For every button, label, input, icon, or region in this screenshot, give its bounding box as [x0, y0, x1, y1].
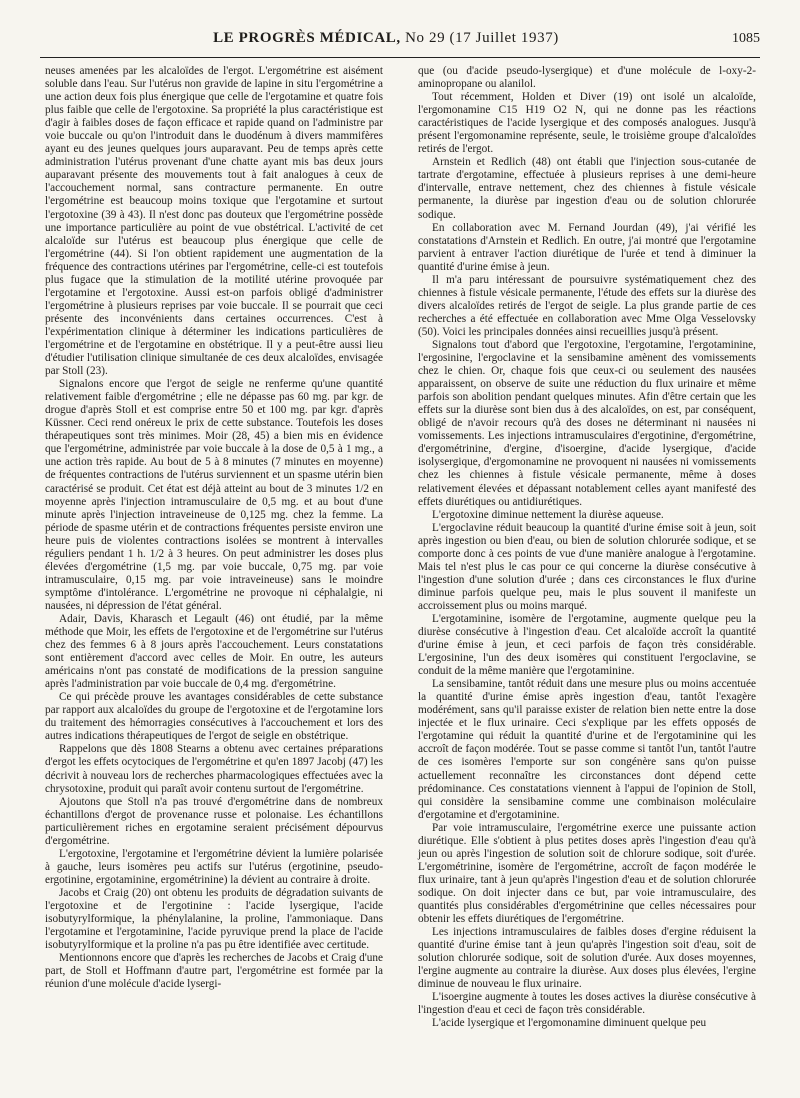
paragraph: L'ergoclavine réduit beaucoup la quantité d'urine émise soit à jeun, soit après ingestion ou bien d'eau, ou bien de solution chlorurée sodique, et se comporte donc à ces points de vue d'une manière analogue à l'ergotamine. Mais tel n'est plus le cas pour ce qui concerne la diurèse consécutive à l'ingestion d'une solution d'urée ; dans ces circonstances le flux d'urine diminue parfois quelque peu, mais le plus souvent il manifeste un accroissement plus ou moins marqué. [418, 521, 756, 612]
paragraph: neuses amenées par les alcaloïdes de l'ergot. L'ergométrine est aisément soluble dans l'eau. Sur l'utérus non gravide de lapine in situ l'ergométrine a une action deux fois plus énergique que celle de l'ergotamine et quatre fois plus faible que celle de l'ergotoxine. Sa propriété la plus caractéristique est d'agir à faibles doses de façon efficace et rapide quand on l'administre par voie buccale ou qu'on l'introduit dans le duodénum à divers mammifères ayant eu des jeunes quelques jours auparavant. Peu de temps après cette administration l'utérus provenant d'une chatte ayant mis bas deux jours auparavant présente des mouvements tout à fait analogues à ceux de l'accouchement normal, sans contracture permanente. En outre l'ergométrine est beaucoup moins toxique que l'ergotamine et surtout l'ergotoxine (39 à 43). Il n'est donc pas douteux que l'ergométrine possède une importance particulière au point de vue obstétrical. L'activité de cet alcaloïde sur l'utérus est beaucoup plus énergique que celle de l'ergométrine (44). Si l'on obtient rapidement une augmentation de la fréquence des contractions utérines par l'ergométrine, celle-ci est toutefois plus fugace que la stimulation de la motilité utérine provoquée par l'ergotamine et l'ergotoxine. Aussi est-on parfois obligé d'administrer l'ergométrine à plusieurs reprises par voie buccale. Il se pourrait que ceci présente des inconvénients dans certaines occurrences. C'est à l'expérimentation clinique à déterminer les indications particulières de l'ergométrine et de l'ergotamine en obstétrique. Il y a peut-être aussi lieu d'étudier l'utilisation clinique simultanée de ces deux alcaloïdes, envisagée par Stoll (23). [45, 65, 383, 378]
issue-info: No 29 (17 Juillet 1937) [405, 30, 559, 46]
paragraph: L'ergotoxine, l'ergotamine et l'ergométrine dévient la lumière polarisée à gauche, leurs isomères peu actifs sur l'utérus (ergotinine, pseudo-ergotinine, ergotaminine, ergométrinine) la dévient au contraire à droite. [45, 847, 383, 886]
paragraph: L'ergotaminine, isomère de l'ergotamine, augmente quelque peu la diurèse consécutive à l'ingestion d'eau. Cet alcaloïde accroît la quantité d'urine émise à jeun, et ceci parfois de façon très considérable. L'ergosinine, l'un des deux isomères qui constituent l'ergoclavine, se conduit de la même manière que l'ergotaminine. [418, 612, 756, 678]
paragraph: Signalons encore que l'ergot de seigle ne renferme qu'une quantité relativement faible d'ergométrine ; elle ne dépasse pas 60 mg. par kgr. de drogue d'après Stoll et est comprise entre 50 et 100 mg. par kgr. d'après Küssner. Ceci rend onéreux le prix de cette substance. Toutefois les doses thérapeutiques sont très minimes. Moir (28, 45) a bien mis en évidence que l'ergométrine, administrée par voie buccale à la dose de 0,5 à 1 mg., a une action très rapide. Au bout de 5 à 8 minutes (7 minutes en moyenne) de fréquentes contractions de l'utérus surviennent et un spasme utérin bien caractérisé se produit. Cet état est déjà atteint au bout de 3 minutes 1/2 en moyenne après l'injection intramusculaire de 0,5 mg. et au bout d'une minute après l'injection intraveineuse de 0,125 mg. chez la femme. La période de spasme utérin et de contractions fréquentes persiste environ une heure puis de violentes contractions isolées se montrent à intervalles réguliers pendant 1 h. 1/2 à 3 heures. On peut administrer les doses plus élevées d'ergométrine (1,5 mg. par voie buccale, 0,75 mg. par voie intramusculaire, 0,15 mg. par voie intraveineuse) sans le moindre symptôme d'intolérance. L'ergométrine ne provoque ni céphalalgie, ni nausées, ni dépression de l'état général. [45, 378, 383, 612]
paragraph: En collaboration avec M. Fernand Jourdan (49), j'ai vérifié les constatations d'Arnstein et Redlich. En outre, j'ai montré que l'ergotamine parvient à entraver l'action diurétique de l'urée et tend à diminuer la quantité d'urine émise à jeun. [418, 221, 756, 273]
paragraph: Adair, Davis, Kharasch et Legault (46) ont étudié, par la même méthode que Moir, les effets de l'ergotoxine et de l'ergométrine sur l'utérus chez des femmes 6 à 8 jours après l'accouchement. Leurs constatations sont entièrement d'accord avec celles de Moir. En outre, les auteurs américains n'ont pas constaté de modifications de la pression sanguine après l'administration par voie buccale de 0,4 mg. d'ergométrine. [45, 612, 383, 691]
paragraph: Mentionnons encore que d'après les recherches de Jacobs et Craig d'une part, de Stoll et Hoffmann d'autre part, l'ergométrine est formée par la réunion d'une molécule d'acide lysergi- [45, 952, 383, 991]
paragraph: Ce qui précède prouve les avantages considérables de cette substance par rapport aux alcaloïdes du groupe de l'ergotoxine et de l'ergotamine lors du traitement des hémorragies consécutives à l'accouchement et lors des autres indications thérapeutiques de l'ergot de seigle en obstétrique. [45, 691, 383, 743]
page-number: 1085 [732, 31, 760, 46]
paragraph: Arnstein et Redlich (48) ont établi que l'injection sous-cutanée de tartrate d'ergotamine, effectuée à plusieurs reprises à une demi-heure d'intervalle, entrave nettement, chez des chiennes à fistule vésicale permanente, la diurèse par ingestion d'eau ou de solution chlorurée sodique. [418, 156, 756, 221]
paragraph: Par voie intramusculaire, l'ergométrine exerce une puissante action diurétique. Elle s'obtient à plus petites doses après l'ingestion d'eau qu'à jeun ou après l'ingestion de solution soit de chlorure sodique, soit d'urée. L'ergométrinine, isomère de l'ergométrine, accroît de façon modérée le flux urinaire, tant à jeun qu'après l'ingestion d'eau et de solution chlorurée sodique. On doit injecter dans ce but, par voie intramusculaire, des quantités plus considérables d'ergométrinine que celles nécessaires pour obtenir les effets diurétiques de l'ergométrine. [418, 821, 756, 926]
right-column [418, 65, 756, 1030]
left-column [45, 65, 383, 991]
paragraph: Jacobs et Craig (20) ont obtenu les produits de dégradation suivants de l'ergotoxine et de l'ergotinine : l'acide lysergique, l'acide isobutyrylformique, la phénylalanine, la proline, l'ammoniaque. Dans l'ergotamine et l'ergotaminine, l'acide pyruvique prend la place de l'acide isobutyrylformique et la proline n'a pas pu être identifiée avec certitude. [45, 886, 383, 952]
paragraph: Ajoutons que Stoll n'a pas trouvé d'ergométrine dans de nombreux échantillons d'ergot de provenance russe et polonaise. Les échantillons particulièrement riches en ergotamine seraient précisément dépourvus d'ergométrine. [45, 795, 383, 847]
journal-title: LE PROGRÈS MÉDICAL, [213, 30, 401, 46]
paragraph: Tout récemment, Holden et Diver (19) ont isolé un alcaloïde, l'ergomonamine C15 H19 O2 N, qui ne donne pas les réactions caractéristiques de l'acide lysergique et des composés analogues. Jusqu'à présent l'ergomonamine représente, seule, le troisième groupe d'alcaloïdes retirés de l'ergot. [418, 91, 756, 156]
paragraph: que (ou d'acide pseudo-lysergique) et d'une molécule de l-oxy-2-aminopropane ou alanilol. [418, 65, 756, 91]
running-header [40, 30, 760, 52]
paragraph: La sensibamine, tantôt réduit dans une mesure plus ou moins accentuée la quantité d'urine émise après ingestion d'eau, tantôt l'exagère modérément, sans qu'il paraisse exister de relation bien nette entre la dose injectée et le flux urinaire. Ceci s'explique par les effets opposés de l'ergotamine qui réduit la quantité d'urine et de l'ergotaminine qui les accroît de façon modérée. Tout se passe comme si tantôt l'un, tantôt l'autre de ces isomères l'emporte sur son congénère sans qu'on puisse actuellement reconnaître les circonstances dont dépend cette prédominance. Ces constatations viennent à l'appui de l'opinion de Stoll, qui considère la sensibamine comme une combinaison moléculaire d'ergotamine et d'ergotaminine. [418, 678, 756, 821]
paragraph: Les injections intramusculaires de faibles doses d'ergine réduisent la quantité d'urine émise tant à jeun qu'après l'ingestion soit d'eau, soit de solution chlorurée sodique, soit de solution d'urée. Aux doses moyennes, l'ergine augmente au contraire la diurèse. Aux doses plus élevées, l'ergine diminue de nouveau le flux urinaire. [418, 926, 756, 991]
paragraph: L'acide lysergique et l'ergomonamine diminuent quelque peu [432, 1017, 707, 1030]
header-rule [40, 57, 760, 58]
paragraph: L'ergotoxine diminue nettement la diurèse aqueuse. [432, 508, 664, 521]
paragraph: Rappelons que dès 1808 Stearns a obtenu avec certaines préparations d'ergot les effets ocytociques de l'ergométrine et qu'en 1897 Jacobj (47) les décrivit à nouveau lors de recherches pharmacologiques effectuées avec la chrysotoxine, produit qui paraît avoir contenu surtout de l'ergométrine. [45, 743, 383, 795]
paragraph: L'isoergine augmente à toutes les doses actives la diurèse consécutive à l'ingestion d'eau et ceci de façon très considérable. [418, 991, 756, 1017]
journal-header [40, 30, 732, 47]
paragraph: Il m'a paru intéressant de poursuivre systématiquement chez des chiennes à fistule vésicale permanente, l'étude des effets sur la diurèse des divers alcaloïdes retirés de l'ergot de seigle. La plus grande partie de ces recherches a été effectuée en collaboration avec Mme Olga Vesselovsky (50). Voici les principales données ainsi recueillies jusqu'à présent. [418, 273, 756, 338]
paragraph: Signalons tout d'abord que l'ergotoxine, l'ergotamine, l'ergotaminine, l'ergosinine, l'ergoclavine et la sensibamine amènent des vomissements chez le chien. Or, chaque fois que ceux-ci ou seulement des nausées apparaissent, on observe de suite une réduction du flux urinaire et même parfois son abolition pendant quelques minutes. Afin d'être certain que les effets sur la diurèse sont bien dus à des alcaloïdes, on est, par conséquent, obligé de n'avoir recours qu'à des doses ne déterminant ni nausées ni vomissements. Les injections intramusculaires d'ergotinine, d'ergométrine, d'ergométrinine, d'ergine, d'isoergine, d'acide lysergique, d'acide isolysergique, d'ergomonamine ne provoquent ni nausées ni vomissements chez les chiennes à fistule vésicale permanente, même à doses relativement élevées et dépassant notablement celles ayant manifesté des effets diurétiques ou antidiurétiques. [418, 338, 756, 508]
